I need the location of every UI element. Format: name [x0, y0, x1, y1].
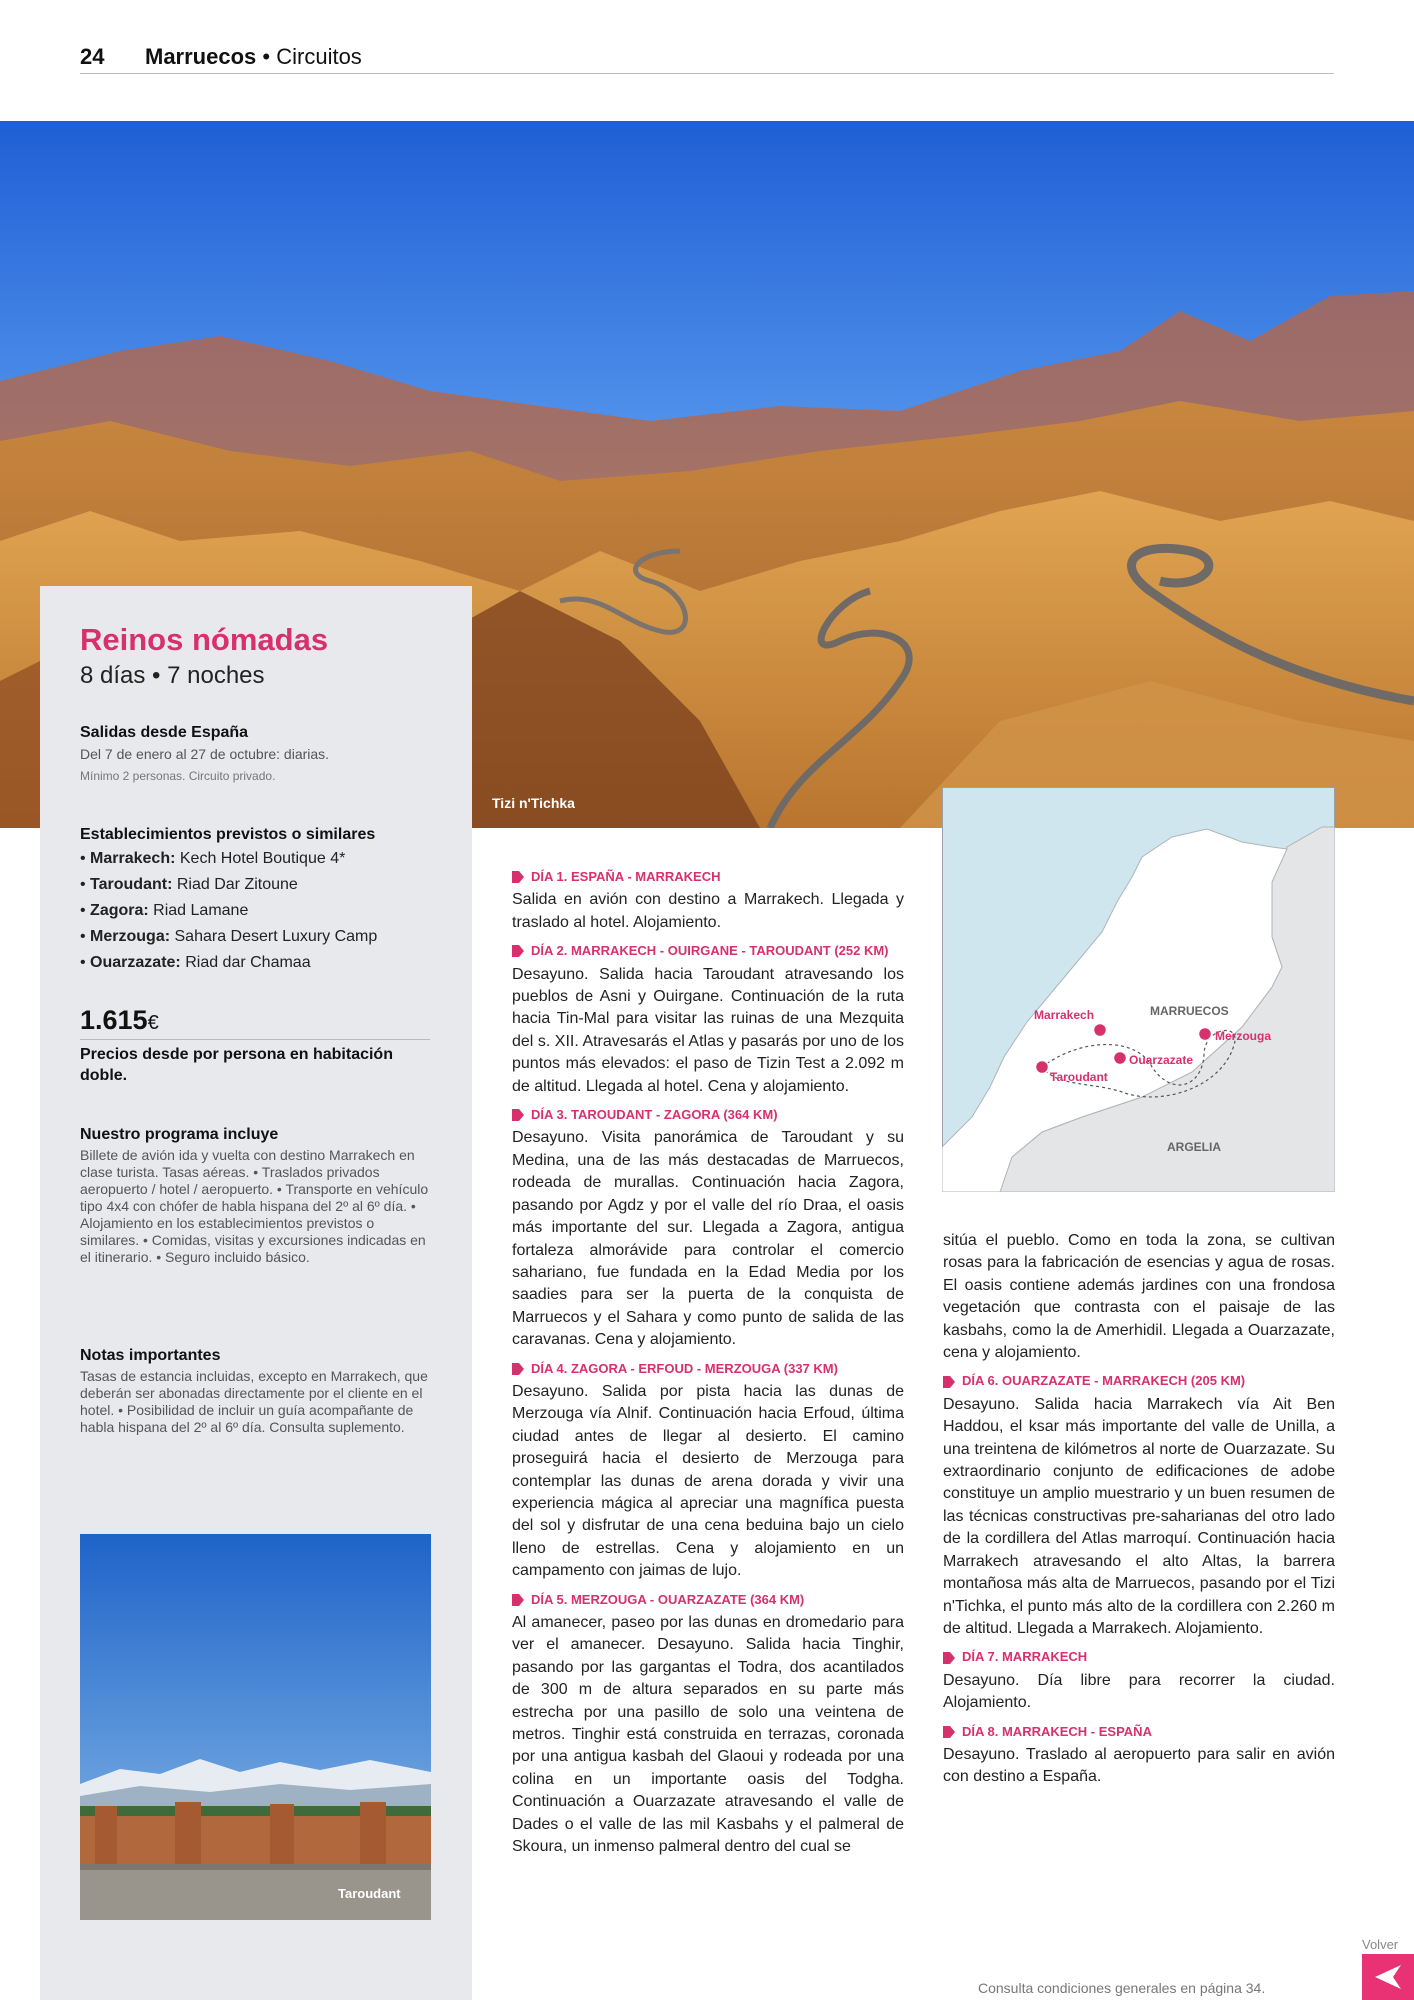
list-item: • Marrakech: Kech Hotel Boutique 4* [80, 850, 346, 867]
day-5-heading: DÍA 5. MERZOUGA - OUARZAZATE (364 KM) [512, 1589, 904, 1611]
day-marker-icon [512, 945, 524, 957]
day-6-heading: DÍA 6. OUARZAZATE - MARRAKECH (205 KM) [943, 1370, 1335, 1392]
section-separator: • [262, 44, 271, 69]
day-8-heading: DÍA 8. MARRAKECH - ESPAÑA [943, 1721, 1335, 1743]
list-item: • Taroudant: Riad Dar Zitoune [80, 876, 298, 893]
hotels-block [80, 826, 430, 976]
hero-caption: Tizi n'Tichka [492, 795, 575, 811]
day-4-heading: DÍA 4. ZAGORA - ERFOUD - MERZOUGA (337 KM) [512, 1358, 904, 1380]
includes-text: Billete de avión ida y vuelta con destino Marrakech en clase turista. Tasas aéreas. • Traslados privados aeropuerto / hotel / aeropuerto. • Transporte en vehículo tipo 4x4 con chófer de habla hispana del 2º al 6º día. • Alojamiento en los establecimientos previstos o similares. • Comidas, visitas y excursiones indicadas en el itinerario. • Seguro incluido básico. [80, 1147, 429, 1265]
price-description: Precios desde por persona en habitación doble. [80, 1046, 393, 1084]
departures-block [80, 724, 430, 783]
taroudant-caption: Taroudant [338, 1886, 401, 1901]
day-5-text-continued: sitúa el pueblo. Como en toda la zona, se cultivan rosas para la fabricación de esencias y agua de rosas. El oasis contiene además jardines con una frondosa vegetación que contrasta con el paisaje de las kasbahs, como la de Amerhidil. Llegada a Ouarzazate, cena y alojamiento. [943, 1232, 1335, 1362]
arrow-left-icon [1375, 1965, 1401, 1989]
taroudant-photo [80, 1534, 431, 1920]
itinerary-column-2 [943, 1230, 1335, 1789]
trip-duration: 8 días • 7 noches [80, 662, 265, 689]
day-marker-icon [512, 871, 524, 883]
list-item: • Ouarzazate: Riad dar Chamaa [80, 954, 311, 971]
day-marker-icon [512, 1594, 524, 1606]
list-item: • Zagora: Riad Lamane [80, 902, 249, 919]
day-marker-icon [943, 1652, 955, 1664]
day-3-heading: DÍA 3. TAROUDANT - ZAGORA (364 KM) [512, 1104, 904, 1126]
route-map [942, 787, 1335, 1192]
day-marker-icon [943, 1726, 955, 1738]
departures-note: Mínimo 2 personas. Circuito privado. [80, 769, 276, 783]
header-divider [80, 73, 1334, 74]
day-4-text: Desayuno. Salida por pista hacia las dunas de Merzouga vía Alnif. Continuación hacia Erfoud, última ciudad antes de llegar al desierto. El camino proseguirá hacia el desierto de Merzouga para contemplar las dunas de arena dorada y vivir una experiencia mágica al apreciar una magnífica puesta del sol y disfrutar de una cena beduina bajo un cielo lleno de estrellas. Cena y alojamiento en un campamento con jaimas de lujo. [512, 1382, 904, 1580]
price-amount: 1.615 [80, 1005, 148, 1035]
morocco-map [942, 787, 1335, 1192]
back-label: Volver [1362, 1937, 1399, 1952]
map-city-taroudant: Taroudant [1050, 1070, 1108, 1084]
section-title [145, 44, 362, 70]
day-marker-icon [512, 1363, 524, 1375]
map-label-argelia: ARGELIA [1167, 1140, 1221, 1154]
includes-heading: Nuestro programa incluye [80, 1126, 279, 1143]
back-button[interactable] [1362, 1954, 1414, 2000]
day-3-text: Desayuno. Visita panorámica de Taroudant y su Medina, una de las más destacadas de Marruecos, rodeada de murallas. Continuación hacia Zagora, pasando por Agdz y por el valle del río Draa, el oasis más importante del sur. Llegada a Zagora, antigua fortaleza almorávide para controlar el comercio sahariano, fue fundada en la Edad Media por los saadies para ser la puerta de la conquista de Marruecos y el Sahara y como punto de salida de las caravanas. Cena y alojamiento. [512, 1129, 904, 1349]
day-marker-icon [943, 1376, 955, 1388]
notes-text: Tasas de estancia incluidas, excepto en Marrakech, que deberán ser abonadas directamente por el cliente en el hotel. • Posibilidad de incluir un guía acompañante de habla hispana del 2º al 6º día. Consulta suplemento. [80, 1368, 428, 1435]
map-city-merzouga: Merzouga [1215, 1029, 1272, 1043]
map-city-marrakech: Marrakech [1034, 1008, 1095, 1022]
taroudant-landscape [80, 1534, 431, 1920]
day-2-heading: DÍA 2. MARRAKECH - OUIRGANE - TAROUDANT (252 KM) [512, 940, 904, 962]
price-value [80, 1005, 430, 1036]
day-1-heading: DÍA 1. ESPAÑA - MARRAKECH [512, 866, 904, 888]
day-6-text: Desayuno. Salida hacia Marrakech vía Ait Ben Haddou, el ksar más importante del valle de Unilla, a una treintena de kilómetros al norte de Ouarzazate. Su extraordinario conjunto de edificaciones de adobe constituye un amplio muestrario y un buen resumen de las técnicas constructivas pre-saharianas del otro lado de la cordillera del Atlas marroquí. Continuación hacia Marrakech atravesando el alto Altas, la barrera montañosa más alta de Marruecos, pasando por el Tizi n'Tichka, el punto más alto de la cordillera con 2.260 m de altitud. Llegada a Marrakech. Alojamiento. [943, 1395, 1335, 1637]
departures-heading: Salidas desde España [80, 724, 249, 741]
notes-block [80, 1347, 430, 1436]
page-number: 24 [80, 44, 105, 69]
map-label-marruecos: MARRUECOS [1150, 1004, 1229, 1018]
day-7-text: Desayuno. Día libre para recorrer la ciudad. Alojamiento. [943, 1671, 1335, 1712]
hotels-list [80, 846, 430, 976]
section-category: Circuitos [276, 44, 362, 69]
itinerary-column-1 [512, 866, 904, 1858]
section-country: Marruecos [145, 44, 257, 69]
map-city-ouarzazate: Ouarzazate [1129, 1053, 1194, 1067]
notes-heading: Notas importantes [80, 1347, 221, 1364]
day-7-heading: DÍA 7. MARRAKECH [943, 1646, 1335, 1668]
includes-block [80, 1126, 430, 1266]
day-marker-icon [512, 1109, 524, 1121]
price-currency: € [147, 1012, 159, 1034]
departures-text: Del 7 de enero al 27 de octubre: diarias. [80, 746, 330, 762]
day-8-text: Desayuno. Traslado al aeropuerto para salir en avión con destino a España. [943, 1745, 1335, 1786]
trip-title: Reinos nómadas [80, 622, 329, 657]
day-5-text: Al amanecer, paseo por las dunas en dromedario para ver el amanecer. Desayuno. Salida hacia Tinghir, pasando por las gargantas el Todra, dos acantilados de 300 m de altura separados en su parte más estrecha por una pasillo de solo una veintena de metros. Tinghir está construida en terrazas, coronada por una antigua kasbah del Glaoui y rodeada por una colina en un importante oasis del Todgha. Continuación a Ouarzazate atravesando el valle de Dades o el valle de las mil Kasbahs y el palmeral de Skoura, un inmenso palmeral dentro del cual se [512, 1614, 904, 1856]
price-divider [80, 1039, 430, 1040]
hotels-heading: Establecimientos previstos o similares [80, 826, 376, 843]
day-1-text: Salida en avión con destino a Marrakech. Llegada y traslado al hotel. Alojamiento. [512, 891, 904, 931]
list-item: • Merzouga: Sahara Desert Luxury Camp [80, 928, 378, 945]
day-2-text: Desayuno. Salida hacia Taroudant atravesando los pueblos de Asni y Ouirgane. Continuación de la ruta hacia Tin-Mal para visitar las ruinas de una Mezquita del s. XII. Atravesarás el Atlas y pasarás por uno de los puntos más elevados: el paso de Tizin Test a 2.092 m de altitud. Llegada al hotel. Cena y alojamiento. [512, 965, 904, 1095]
footer-note: Consulta condiciones generales en página 34. [978, 1980, 1266, 1996]
